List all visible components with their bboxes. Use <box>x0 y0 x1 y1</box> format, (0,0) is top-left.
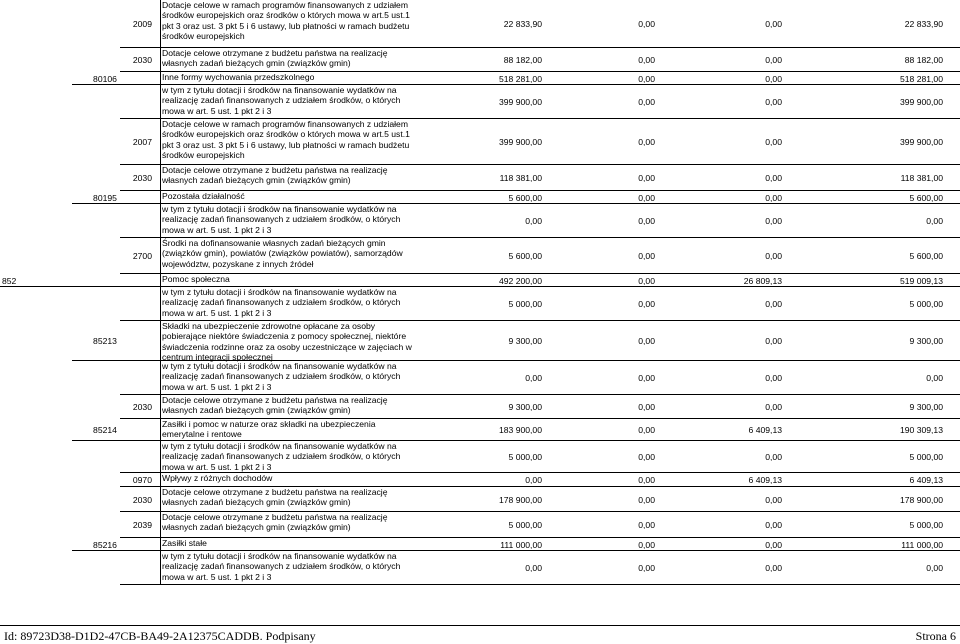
amount-4: 399 900,00 <box>899 97 943 107</box>
amount-1: 399 900,00 <box>498 97 542 107</box>
amount-4: 9 300,00 <box>909 336 943 346</box>
table-row <box>0 85 960 119</box>
amount-3: 0,00 <box>765 452 782 462</box>
amount-2: 0,00 <box>638 475 655 485</box>
amount-3: 6 409,13 <box>748 475 782 485</box>
table-row <box>0 204 960 238</box>
amount-2: 0,00 <box>638 55 655 65</box>
amount-3: 0,00 <box>765 137 782 147</box>
amount-2: 0,00 <box>638 216 655 226</box>
amount-4: 518 281,00 <box>899 73 943 84</box>
amount-4: 9 300,00 <box>909 402 943 412</box>
amount-3: 0,00 <box>765 563 782 573</box>
amount-2: 0,00 <box>638 192 655 203</box>
amount-4: 5 000,00 <box>909 299 943 309</box>
amount-4: 5 600,00 <box>909 251 943 261</box>
row-description: Środki na dofinansowanie własnych zadań bieżących gmin (związków gmin), powiatów (związków powiatów), samorządów województw, pozyskane z innych źródeł <box>162 238 403 269</box>
row-description: Wpływy z różnych dochodów <box>162 473 273 483</box>
amount-4: 0,00 <box>926 563 943 573</box>
table-row <box>0 0 960 48</box>
amount-2: 0,00 <box>638 425 655 435</box>
row-description: Pomoc społeczna <box>162 274 230 284</box>
amount-1: 111 000,00 <box>500 539 542 550</box>
amount-3: 0,00 <box>765 173 782 183</box>
column-divider <box>160 0 161 585</box>
table-row <box>0 238 960 274</box>
amount-3: 0,00 <box>765 192 782 203</box>
row-description: Dotacje celowe otrzymane z budżetu państwa na realizację własnych zadań bieżących gmin (związków gmin) <box>162 165 388 186</box>
amount-1: 118 381,00 <box>499 173 542 183</box>
table-row <box>0 512 960 538</box>
amount-3: 0,00 <box>765 251 782 261</box>
amount-4: 5 000,00 <box>909 520 943 530</box>
table-row <box>0 48 960 72</box>
amount-2: 0,00 <box>638 299 655 309</box>
amount-4: 519 009,13 <box>899 275 943 286</box>
paragraph-code: 2030 <box>132 402 152 412</box>
amount-4: 0,00 <box>926 216 943 226</box>
amount-2: 0,00 <box>638 173 655 183</box>
amount-2: 0,00 <box>638 373 655 383</box>
amount-2: 0,00 <box>638 275 655 286</box>
amount-2: 0,00 <box>638 452 655 462</box>
table-row <box>0 361 960 395</box>
amount-4: 5 000,00 <box>909 452 943 462</box>
amount-2: 0,00 <box>638 402 655 412</box>
amount-1: 22 833,90 <box>503 19 542 29</box>
amount-1: 5 000,00 <box>508 520 542 530</box>
table-row <box>0 72 960 85</box>
row-description: Dotacje celowe otrzymane z budżetu państwa na realizację własnych zadań bieżących gmin (związków gmin) <box>162 487 388 508</box>
table-row <box>0 441 960 473</box>
table-row <box>0 274 960 287</box>
amount-4: 6 409,13 <box>909 475 943 485</box>
amount-2: 0,00 <box>638 19 655 29</box>
amount-3: 6 409,13 <box>748 425 782 435</box>
table-row <box>0 395 960 419</box>
amount-1: 5 600,00 <box>508 251 542 261</box>
document-id: Id: 89723D38-D1D2-47CB-BA49-2A12375CADDB. Podpisany <box>4 629 316 643</box>
amount-2: 0,00 <box>638 494 655 505</box>
amount-1: 178 900,00 <box>498 494 542 505</box>
amount-4: 88 182,00 <box>904 55 943 65</box>
amount-1: 492 200,00 <box>498 275 542 286</box>
amount-4: 0,00 <box>926 373 943 383</box>
amount-4: 399 900,00 <box>899 137 943 147</box>
paragraph-code: 2030 <box>132 173 152 183</box>
amount-2: 0,00 <box>638 539 655 550</box>
amount-1: 88 182,00 <box>503 55 542 65</box>
amount-3: 0,00 <box>765 402 782 412</box>
row-description: Inne formy wychowania przedszkolnego <box>162 72 315 82</box>
section-code: 852 <box>2 275 17 286</box>
amount-2: 0,00 <box>638 137 655 147</box>
paragraph-code: 0970 <box>132 475 152 485</box>
amount-1: 518 281,00 <box>498 73 542 84</box>
amount-3: 0,00 <box>765 336 782 346</box>
row-description: Dotacje celowe w ramach programów finansowanych z udziałem środków europejskich oraz środków o których mowa w art.5 ust.1 pkt 3 oraz ust. 3 pkt 5 i 6 ustawy, lub płatności w ramach budżetu środków europejskich <box>162 0 410 42</box>
amount-3: 0,00 <box>765 19 782 29</box>
amount-1: 183 900,00 <box>498 425 542 435</box>
paragraph-code: 2030 <box>132 494 152 505</box>
amount-1: 0,00 <box>525 475 542 485</box>
amount-2: 0,00 <box>638 336 655 346</box>
amount-1: 9 300,00 <box>508 336 542 346</box>
amount-2: 0,00 <box>638 520 655 530</box>
amount-3: 0,00 <box>765 373 782 383</box>
amount-1: 5 000,00 <box>508 452 542 462</box>
row-description: Dotacje celowe w ramach programów finansowanych z udziałem środków europejskich oraz środków o których mowa w art.5 ust.1 pkt 3 oraz ust. 3 pkt 5 i 6 ustawy, lub płatności w ramach budżetu środków europejskich <box>162 119 410 161</box>
amount-2: 0,00 <box>638 251 655 261</box>
row-description: Dotacje celowe otrzymane z budżetu państwa na realizację własnych zadań bieżących gmin (związków gmin) <box>162 48 388 69</box>
page-number: Strona 6 <box>915 629 956 643</box>
row-description: Zasiłki i pomoc w naturze oraz składki na ubezpieczenia emerytalne i rentowe <box>162 419 376 440</box>
row-description: w tym z tytułu dotacji i środków na finansowanie wydatków na realizację zadań finansowanych z udziałem środków, o których mowa w art. 5 ust. 1 pkt 2 i 3 <box>162 441 401 472</box>
amount-4: 111 000,00 <box>901 539 943 550</box>
amount-3: 0,00 <box>765 520 782 530</box>
amount-2: 0,00 <box>638 563 655 573</box>
table-row <box>0 191 960 204</box>
section-code: 80195 <box>93 192 117 203</box>
table-row <box>0 487 960 512</box>
amount-3: 26 809,13 <box>743 275 782 286</box>
amount-1: 399 900,00 <box>498 137 542 147</box>
amount-3: 0,00 <box>765 539 782 550</box>
page-footer <box>0 625 960 644</box>
amount-4: 118 381,00 <box>900 173 943 183</box>
amount-4: 5 600,00 <box>909 192 943 203</box>
paragraph-code: 2007 <box>132 137 152 147</box>
row-description: w tym z tytułu dotacji i środków na finansowanie wydatków na realizację zadań finansowanych z udziałem środków, o których mowa w art. 5 ust. 1 pkt 2 i 3 <box>162 551 401 582</box>
row-description: w tym z tytułu dotacji i środków na finansowanie wydatków na realizację zadań finansowanych z udziałem środków, o których mowa w art. 5 ust. 1 pkt 2 i 3 <box>162 85 401 116</box>
amount-1: 0,00 <box>525 216 542 226</box>
row-description: Składki na ubezpieczenie zdrowotne opłacane za osoby pobierające niektóre świadczenia z pomocy społecznej, niektóre świadczenia rodzinne oraz za osoby uczestniczące w zajęciach w centrum integracji społecznej <box>162 321 412 363</box>
row-description: Zasiłki stałe <box>162 538 207 548</box>
row-description: Pozostała działalność <box>162 191 245 201</box>
section-code: 85216 <box>93 539 117 550</box>
row-description: Dotacje celowe otrzymane z budżetu państwa na realizację własnych zadań bieżących gmin (związków gmin) <box>162 395 388 416</box>
table-row <box>0 165 960 191</box>
amount-3: 0,00 <box>765 299 782 309</box>
paragraph-code: 2039 <box>132 520 152 530</box>
section-code: 85214 <box>93 425 117 435</box>
row-description: w tym z tytułu dotacji i środków na finansowanie wydatków na realizację zadań finansowanych z udziałem środków, o których mowa w art. 5 ust. 1 pkt 2 i 3 <box>162 361 401 392</box>
amount-3: 0,00 <box>765 97 782 107</box>
table-row <box>0 419 960 441</box>
paragraph-code: 2030 <box>132 55 152 65</box>
table-row <box>0 538 960 551</box>
amount-1: 9 300,00 <box>508 402 542 412</box>
table-row <box>0 473 960 487</box>
amount-2: 0,00 <box>638 97 655 107</box>
amount-3: 0,00 <box>765 216 782 226</box>
section-code: 85213 <box>93 336 117 346</box>
table-row <box>0 551 960 585</box>
amount-1: 0,00 <box>525 563 542 573</box>
table-row <box>0 287 960 321</box>
amount-1: 5 600,00 <box>508 192 542 203</box>
amount-3: 0,00 <box>765 494 782 505</box>
amount-3: 0,00 <box>765 55 782 65</box>
amount-4: 178 900,00 <box>899 494 943 505</box>
paragraph-code: 2700 <box>132 251 152 261</box>
amount-1: 5 000,00 <box>508 299 542 309</box>
paragraph-code: 2009 <box>132 19 152 29</box>
row-description: Dotacje celowe otrzymane z budżetu państwa na realizację własnych zadań bieżących gmin (związków gmin) <box>162 512 388 533</box>
amount-4: 190 309,13 <box>899 425 943 435</box>
amount-1: 0,00 <box>525 373 542 383</box>
table-row <box>0 119 960 165</box>
table-row <box>0 321 960 361</box>
amount-3: 0,00 <box>765 73 782 84</box>
amount-4: 22 833,90 <box>904 19 943 29</box>
section-code: 80106 <box>93 73 117 84</box>
row-description: w tym z tytułu dotacji i środków na finansowanie wydatków na realizację zadań finansowanych z udziałem środków, o których mowa w art. 5 ust. 1 pkt 2 i 3 <box>162 287 401 318</box>
amount-2: 0,00 <box>638 73 655 84</box>
row-description: w tym z tytułu dotacji i środków na finansowanie wydatków na realizację zadań finansowanych z udziałem środków, o których mowa w art. 5 ust. 1 pkt 2 i 3 <box>162 204 401 235</box>
